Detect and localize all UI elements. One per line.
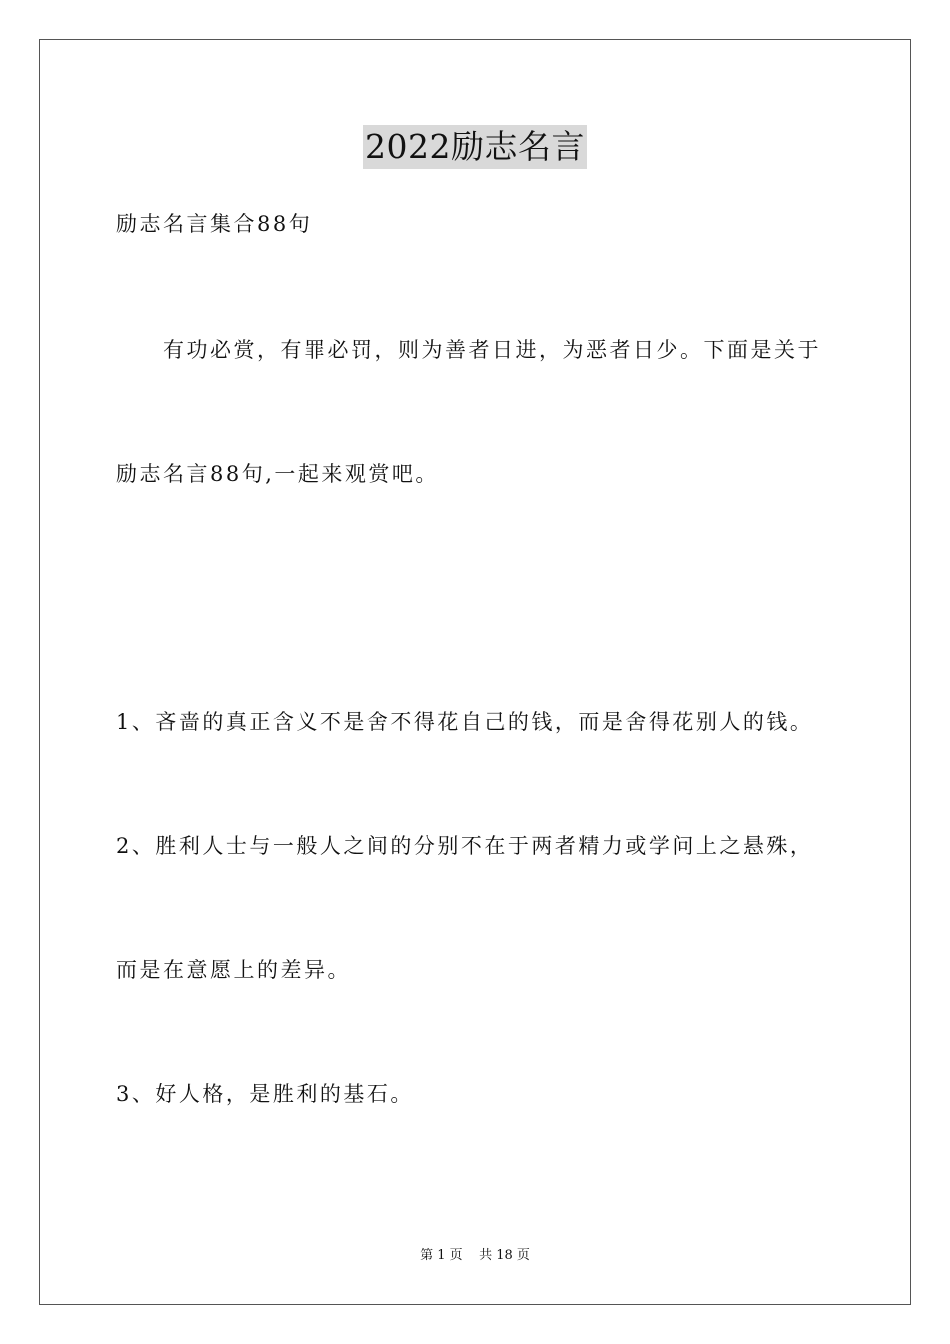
subtitle-line: 励志名言集合88句 [116, 212, 313, 236]
document-title: 2022励志名言 [363, 125, 587, 169]
quote-line-3: 3、好人格，是胜利的基石。 [116, 1082, 414, 1106]
quote-line-2: 2、胜利人士与一般人之间的分别不在于两者精力或学问上之悬殊， [116, 834, 814, 858]
page-footer: 第 1 页 共 18 页 [420, 1248, 530, 1263]
quote-line-1: 1、吝啬的真正含义不是舍不得花自己的钱，而是舍得花别人的钱。 [116, 710, 814, 734]
intro-paragraph-line-1: 有功必赏，有罪必罚，则为善者日进，为恶者日少。下面是关于 [163, 338, 821, 362]
quote-line-2-continued: 而是在意愿上的差异。 [116, 958, 351, 982]
intro-paragraph-line-2: 励志名言88句,一起来观赏吧。 [116, 462, 439, 486]
title-container [0, 125, 950, 169]
